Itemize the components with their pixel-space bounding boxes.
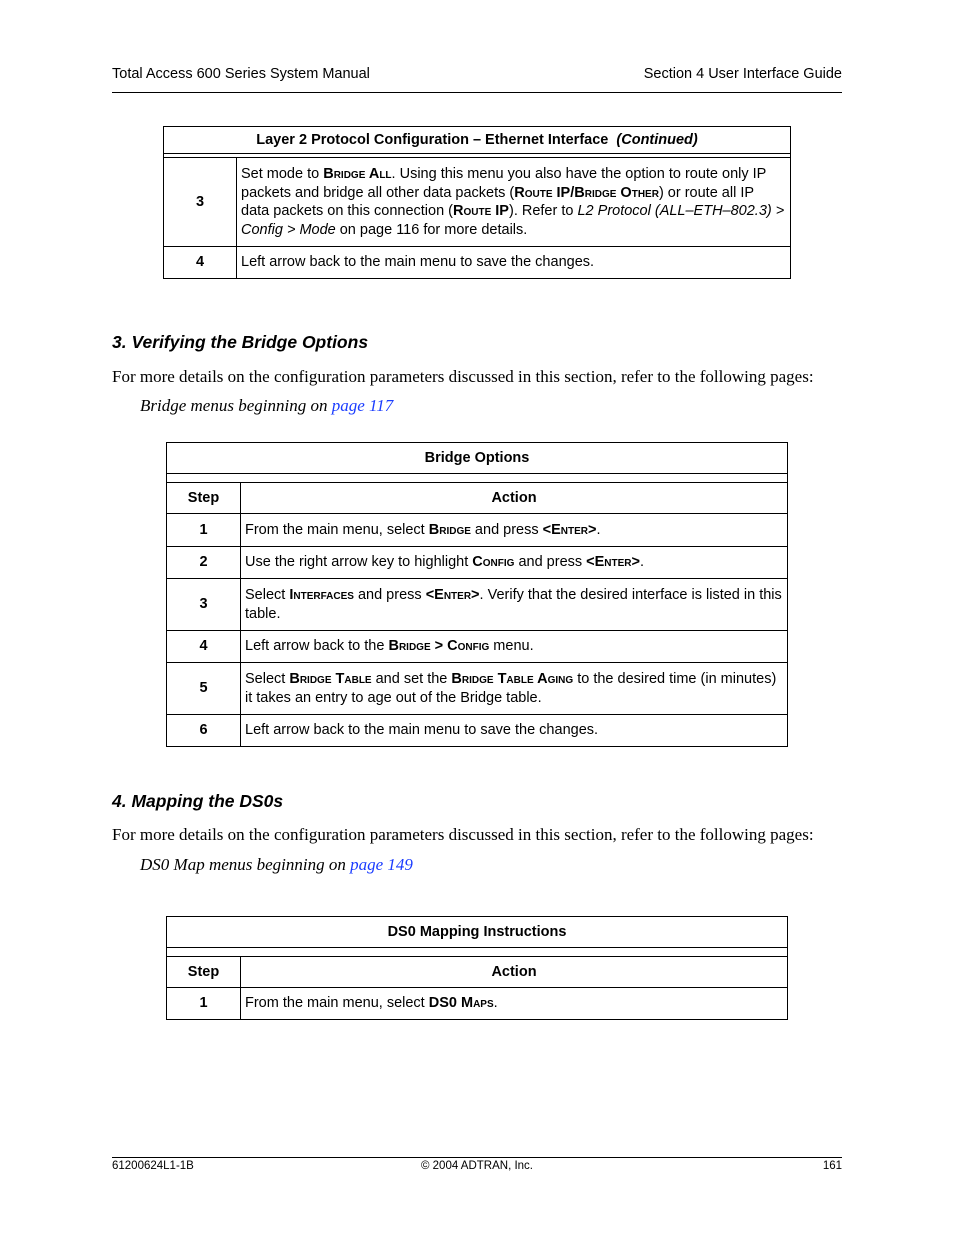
table-row bbox=[167, 547, 788, 579]
column-header-action: Action bbox=[241, 483, 788, 514]
ds0-mapping-table bbox=[166, 916, 788, 1020]
step-action: Use the right arrow key to highlight Config and press <Enter>. bbox=[241, 547, 788, 579]
table-row bbox=[167, 663, 788, 715]
step-number: 5 bbox=[167, 663, 241, 715]
page-link[interactable]: page 117 bbox=[331, 396, 394, 415]
table-row bbox=[164, 158, 791, 247]
step-action: Left arrow back to the main menu to save the changes. bbox=[241, 715, 788, 747]
step-number: 6 bbox=[167, 715, 241, 747]
section-body-text: For more details on the configuration parameters discussed in this section, refer to the following pages: bbox=[112, 825, 814, 844]
step-action: From the main menu, select DS0 Maps. bbox=[241, 988, 788, 1020]
table-row bbox=[167, 988, 788, 1020]
table-title-row bbox=[164, 127, 791, 154]
page-link[interactable]: page 149 bbox=[350, 855, 413, 874]
header-rule bbox=[112, 92, 842, 93]
table-header-row bbox=[167, 483, 788, 514]
document-number: 61200624L1-1B bbox=[112, 1160, 194, 1172]
footer-rule bbox=[112, 1157, 842, 1158]
layer2-protocol-table bbox=[163, 126, 791, 279]
table-row bbox=[167, 715, 788, 747]
table-title: Bridge Options bbox=[167, 443, 788, 474]
section-heading-verify-bridge: 3. Verifying the Bridge Options bbox=[112, 332, 369, 352]
step-number: 3 bbox=[167, 579, 241, 631]
table-row bbox=[164, 247, 791, 279]
table-title-suffix: (Continued) bbox=[616, 131, 698, 148]
table-title-row bbox=[167, 917, 788, 948]
table-gap-row bbox=[167, 948, 788, 957]
column-header-step: Step bbox=[167, 957, 241, 988]
step-action: Set mode to Bridge All. Using this menu you also have the option to route only IP packets and bridge all other data packets (Route IP/Bridge Other) or route all IP data packets on this connection (Route IP). Refer to L2 Protocol (ALL–ETH–802.3) > Config > Mode on page 116 for more details. bbox=[237, 158, 791, 247]
table-gap-row bbox=[167, 474, 788, 483]
table-header-row bbox=[167, 957, 788, 988]
column-header-action: Action bbox=[241, 957, 788, 988]
reference-line: DS0 Map menus beginning on page 149 bbox=[140, 855, 413, 874]
step-number: 4 bbox=[164, 247, 237, 279]
column-header-step: Step bbox=[167, 483, 241, 514]
bridge-options-table bbox=[166, 442, 788, 747]
copyright: © 2004 ADTRAN, Inc. bbox=[420, 1160, 534, 1172]
step-action: Select Bridge Table and set the Bridge Table Aging to the desired time (in minutes) it takes an entry to age out of the Bridge table. bbox=[241, 663, 788, 715]
running-header-section: Section 4 User Interface Guide bbox=[643, 66, 842, 82]
step-action: From the main menu, select Bridge and press <Enter>. bbox=[241, 514, 788, 547]
table-title: Layer 2 Protocol Configuration – Ethernet Interface (Continued) bbox=[164, 127, 791, 154]
step-action: Select Interfaces and press <Enter>. Verify that the desired interface is listed in this table. bbox=[241, 579, 788, 631]
table-title: DS0 Mapping Instructions bbox=[167, 917, 788, 948]
step-action: Left arrow back to the Bridge > Config menu. bbox=[241, 631, 788, 663]
step-action: Left arrow back to the main menu to save the changes. bbox=[237, 247, 791, 279]
step-number: 1 bbox=[167, 514, 241, 547]
table-row bbox=[167, 514, 788, 547]
table-title-row bbox=[167, 443, 788, 474]
table-row bbox=[167, 579, 788, 631]
section-heading-mapping-ds0s: 4. Mapping the DS0s bbox=[112, 791, 284, 811]
step-number: 1 bbox=[167, 988, 241, 1020]
step-number: 2 bbox=[167, 547, 241, 579]
step-number: 3 bbox=[164, 158, 237, 247]
reference-line: Bridge menus beginning on page 117 bbox=[140, 396, 394, 415]
section-body-text: For more details on the configuration parameters discussed in this section, refer to the following pages: bbox=[112, 367, 814, 386]
table-row bbox=[167, 631, 788, 663]
step-number: 4 bbox=[167, 631, 241, 663]
page-number: 161 bbox=[822, 1160, 842, 1172]
running-header-title: Total Access 600 Series System Manual bbox=[112, 66, 370, 82]
